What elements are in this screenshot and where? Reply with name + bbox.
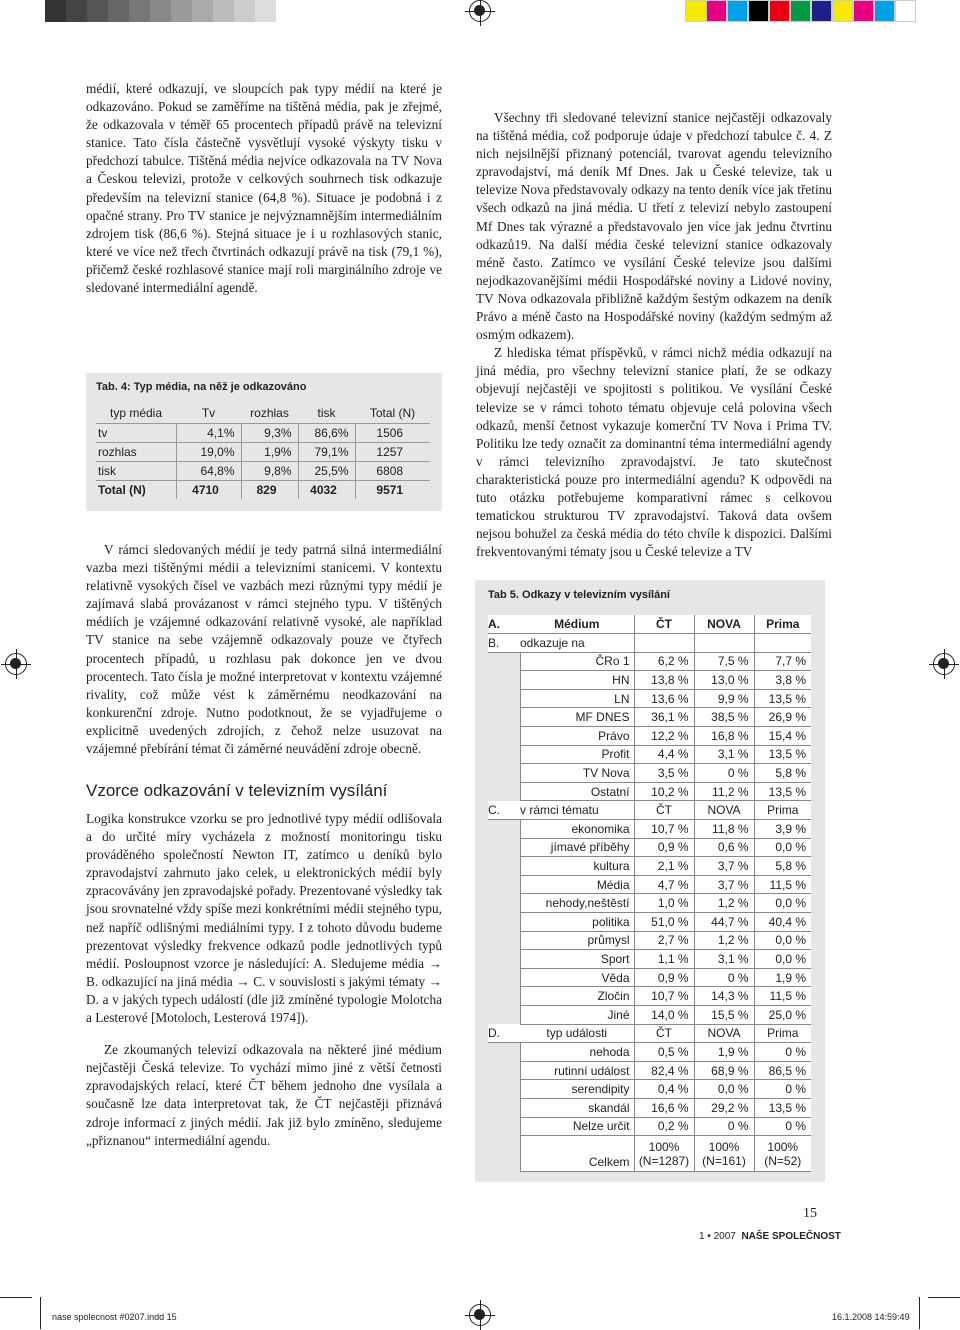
table-cell: 15,4 % — [754, 727, 811, 746]
paragraph: Všechny tři sledované televizní stanice nejčastěji odkazovaly na tištěná média, což podporuje údaje v předchozí tabulce č. 4. Z nich nejsilnější přiznaný potenciál, tvarovat agendu televizního zpravodajství, má deník Mf Dnes. Jak u České televize, tak u televize Nova představovaly odkazy na tento deník více jak třetinu všech odkazů na jiná média. U třetí z televizí nebylo zastoupení Mf Dnes tak výrazné a představovalo jen více jak jednu čtvrtinu odkazů19. Na další média české televizní stanice odkazovaly méně často. Zatímco ve vysílání České televize jsou dalšími nejodkazovanějšími médii Hospodářské noviny a Lidové noviny, TV Nova odkazovala přibližně každým šestým odkazem na deník Právo a méně často na Hospodářské noviny (každým sedmým až osmým odkazem). — [476, 110, 832, 343]
left-column-top — [86, 80, 442, 297]
table-spacer — [488, 671, 520, 690]
table-cell: 1,2 % — [694, 894, 754, 913]
row-label: Sport — [520, 950, 634, 969]
table-cell: 29,2 % — [694, 1098, 754, 1117]
column-header: Prima — [754, 1024, 811, 1043]
paragraph: Logika konstrukce vzorku se pro jednotlivé typy médií odlišovala a do určité míry vycházela z možností monitoringu tisku prováděného společností Newton IT, zatímco u deníků bylo zpravodajství zahrnuto jako celek, u elektronických médií byly zpracovávány jen zpravodajské pořady. Prezentované výsledky tak jsou srovnatelné vždy spíše mezi konkrétními médii stejného typu, než napříč odlišnými mediálními typy. I z tohoto důvodu budeme prezentovat výsledky frekvence odkazů podle jednotlivých typů médií. Posloupnost vzorce je následující: A. Sledujeme média → B. odkazující na jiná média → C. v souvislosti s jakými tématy → D. a v jakých typech událostí (dle již zmíněné typologie Molotcha a Lesterové [Motoloch, Lesterová 1974]). — [86, 811, 442, 1026]
table-row — [488, 745, 811, 764]
table-row — [488, 652, 811, 671]
column-header: typ média — [96, 404, 176, 423]
table-cell: 13,5 % — [754, 689, 811, 708]
section-label: Médium — [520, 615, 634, 634]
table-spacer — [488, 745, 520, 764]
table-cell: 0 % — [694, 968, 754, 987]
color-swatch — [234, 0, 255, 22]
table-cell: 0,0 % — [754, 838, 811, 857]
section-row — [488, 1024, 811, 1043]
row-label: Média — [520, 875, 634, 894]
table-spacer — [488, 820, 520, 839]
registration-target-icon — [469, 0, 491, 22]
table-cell — [754, 634, 811, 653]
table-spacer — [488, 875, 520, 894]
section-label: typ události — [520, 1024, 634, 1043]
table-cell: 3,9 % — [754, 820, 811, 839]
table-cell: 13,8 % — [634, 671, 694, 690]
table-spacer — [488, 931, 520, 950]
left-column-middle — [86, 541, 442, 758]
table-row — [488, 857, 811, 876]
row-label: Celkem — [520, 1136, 634, 1172]
table-row — [488, 671, 811, 690]
table-row — [488, 931, 811, 950]
right-column — [476, 109, 832, 561]
paragraph: Z hlediska témat příspěvků, v rámci nichž média odkazují na jiná média, pro všechny televizní stanice platí, že se odkazy objevují nejčastěji ve spojitosti s politikou. Ve vysílání České televize se v rámci tohoto tématu objevuje celá polovina všech odkazů, menší četnost vykazuje komerční TV Nova i Prima TV. Politiku lze tedy označit za dominantní téma intermediální agendy v rámci televizního zpravodajství. Je tato skutečnost charakteristická pouze pro intermediální agendu? K odpovědi na tuto otázku potřebujeme komparativní rámec s celkovou tematickou strukturou TV zpravodajství. Taková data ovšem nejsou bohužel za česká média do této chvíle k dispozici. Dalšími frekventovanými tématy jsou u České televize a TV — [476, 345, 832, 560]
table-spacer — [488, 1080, 520, 1099]
table-cell: 0,4 % — [634, 1080, 694, 1099]
table-cell: 25,0 % — [754, 1005, 811, 1024]
table-spacer — [488, 1043, 520, 1062]
process-color-bar — [685, 0, 916, 22]
color-swatch — [192, 0, 213, 22]
table-cell: 1,9 % — [754, 968, 811, 987]
table-cell: 11,8 % — [694, 820, 754, 839]
crop-mark — [40, 1297, 41, 1329]
color-swatch — [45, 0, 66, 22]
table-spacer — [488, 894, 520, 913]
crop-mark — [919, 1297, 920, 1329]
total-cell — [694, 1136, 754, 1172]
table-cell: 13,5 % — [754, 782, 811, 801]
row-label: ekonomika — [520, 820, 634, 839]
table-row — [488, 1117, 811, 1136]
color-swatch — [748, 0, 769, 22]
table-5-grid — [488, 615, 811, 1172]
column-header: Tv — [176, 404, 241, 423]
row-label: Věda — [520, 968, 634, 987]
table-spacer — [488, 950, 520, 969]
table-cell: 13,0 % — [694, 671, 754, 690]
table-row — [488, 1005, 811, 1024]
table-cell: 40,4 % — [754, 913, 811, 932]
row-label: ČRo 1 — [520, 652, 634, 671]
table-spacer — [488, 1098, 520, 1117]
row-label: HN — [520, 671, 634, 690]
table-spacer — [488, 1136, 520, 1172]
table-cell: 10,2 % — [634, 782, 694, 801]
table-cell: 1,0 % — [634, 894, 694, 913]
row-label: Nelze určit — [520, 1117, 634, 1136]
table-row — [488, 820, 811, 839]
table-cell: 0,0 % — [694, 1080, 754, 1099]
color-swatch — [769, 0, 790, 22]
table-cell: 5,8 % — [754, 764, 811, 783]
table-spacer — [488, 1005, 520, 1024]
table-cell: 6,2 % — [634, 652, 694, 671]
color-swatch — [706, 0, 727, 22]
table-cell: 13,5 % — [754, 745, 811, 764]
section-letter: D. — [488, 1024, 520, 1043]
total-cell — [754, 1136, 811, 1172]
registration-target-icon — [469, 1304, 491, 1326]
print-slug-file: nase spolecnost #0207.indd 15 — [52, 1312, 177, 1322]
table-cell — [694, 634, 754, 653]
table-row — [488, 1098, 811, 1117]
print-slug-date: 16.1.2008 14:59:49 — [832, 1312, 910, 1322]
journal-title: NAŠE SPOLEČNOST — [741, 1231, 841, 1242]
table-spacer — [488, 838, 520, 857]
row-label: nehody,neštěstí — [520, 894, 634, 913]
table-cell: 0,5 % — [634, 1043, 694, 1062]
table-spacer — [488, 782, 520, 801]
table-cell: 7,7 % — [754, 652, 811, 671]
column-header: Prima — [754, 801, 811, 820]
table-row: rozhlas 19,0% 1,9% 79,1% 1257 — [96, 442, 430, 461]
table-row — [488, 764, 811, 783]
table-row — [488, 782, 811, 801]
row-label: nehoda — [520, 1043, 634, 1062]
color-swatch — [129, 0, 150, 22]
color-swatch — [727, 0, 748, 22]
table-header-row — [488, 615, 811, 634]
table-row — [488, 708, 811, 727]
table-cell: 14,3 % — [694, 987, 754, 1006]
table-row — [488, 950, 811, 969]
table-cell: 10,7 % — [634, 987, 694, 1006]
table-cell: 3,5 % — [634, 764, 694, 783]
total-percent: 100% — [708, 1139, 740, 1154]
table-cell: 16,8 % — [694, 727, 754, 746]
journal-footer — [699, 1231, 841, 1242]
section-label: odkazuje na — [520, 634, 634, 653]
color-swatch — [255, 0, 276, 22]
paragraph: V rámci sledovaných médií je tedy patrná silná intermediální vazba mezi tištěnými médii a televizními stanicemi. V kontextu relativně vysokých čísel ve vazbách mezi různými typy médií je zajímavá slabá provázanost v rámci stejného typu. V tištěných médiích je vzájemné odkazování relativně vysoké, ale například TV stanice na sebe vzájemně odkazovaly pouze ve čtyřech procentech případů, u rozhlasu pak dokonce jen ve dvou procentech. Tato čísla je možné interpretovat v kontextu vzájemné rivality, což může vést k záměrnému neodkazování na konkurenční zdroje. Nutno podotknout, že se vyjadřujeme o explicitně uvedených zdrojích, z čehož nelze usuzovat na vzájemné přebírání témat či záměrné neuvádění zdroje obecně. — [86, 542, 442, 757]
table-row — [488, 689, 811, 708]
table-cell: 11,2 % — [694, 782, 754, 801]
paragraph: médií, které odkazují, ve sloupcích pak typy médií na které je odkazováno. Pokud se zaměříme na tištěná média, pak je zřejmé, že odkazovala v téměř 65 procentech případů právě na televizní stanice. Tato čísla částečně vysvětlují vysoké výskyty tisku v předchozí tabulce. Tištěná média nejvíce odkazovala na TV Nova a Českou televizi, protože v celkových souhrnech tisk odkazuje především na televizní stanice (64,8 %). Situace je podobná i z opačné strany. Pro TV stanice je nejvýznamnějším intermediálním zdrojem tisk (86,6 %). Stejná situace je i u rozhlasových stanic, které ve více než třech čtvrtinách odkazují právě na tisk (79,1 %), přičemž české rozhlasové stanice mají roli marginálního zdroje ve sledované intermediální agendě. — [86, 81, 442, 296]
section-row — [488, 801, 811, 820]
row-label: kultura — [520, 857, 634, 876]
table-spacer — [488, 727, 520, 746]
table-cell: 2,7 % — [634, 931, 694, 950]
color-swatch — [171, 0, 192, 22]
grayscale-color-bar — [45, 0, 276, 22]
page-number: 15 — [803, 1206, 817, 1221]
column-header: ČT — [634, 1024, 694, 1043]
table-cell: 13,5 % — [754, 1098, 811, 1117]
row-label: rutinní událost — [520, 1061, 634, 1080]
table-cell: 3,7 % — [694, 857, 754, 876]
left-column-bottom — [86, 810, 442, 1150]
color-swatch — [874, 0, 895, 22]
crop-mark — [0, 1297, 32, 1298]
table-cell: 3,1 % — [694, 745, 754, 764]
table-cell: 0,9 % — [634, 968, 694, 987]
color-swatch — [87, 0, 108, 22]
table-cell: 38,5 % — [694, 708, 754, 727]
table-spacer — [488, 1117, 520, 1136]
column-header: Total (N) — [355, 404, 430, 423]
total-cell — [634, 1136, 694, 1172]
color-swatch — [150, 0, 171, 22]
table-cell: 44,7 % — [694, 913, 754, 932]
table-caption: Tab. 4: Typ média, na něž je odkazováno — [96, 381, 307, 393]
table-4-grid — [96, 404, 430, 499]
table-cell: 4,7 % — [634, 875, 694, 894]
table-spacer — [488, 913, 520, 932]
table-cell: 13,6 % — [634, 689, 694, 708]
section-letter: B. — [488, 634, 520, 653]
column-header: ČT — [634, 801, 694, 820]
table-spacer — [488, 689, 520, 708]
total-n: (N=161) — [702, 1153, 746, 1168]
table-total-row: Total (N) 4710 829 4032 9571 — [96, 480, 430, 499]
table-row — [488, 987, 811, 1006]
table-cell: 12,2 % — [634, 727, 694, 746]
table-cell: 9,9 % — [694, 689, 754, 708]
total-percent: 100% — [648, 1139, 680, 1154]
table-cell: 0,9 % — [634, 838, 694, 857]
row-label: Ostatní — [520, 782, 634, 801]
row-label: jímavé příběhy — [520, 838, 634, 857]
table-spacer — [488, 708, 520, 727]
color-swatch — [66, 0, 87, 22]
column-header: Prima — [754, 615, 811, 634]
table-spacer — [488, 652, 520, 671]
table-spacer — [488, 1061, 520, 1080]
table-cell: 7,5 % — [694, 652, 754, 671]
table-cell: 15,5 % — [694, 1005, 754, 1024]
column-header: rozhlas — [241, 404, 298, 423]
table-5 — [475, 580, 825, 1182]
registration-target-icon — [933, 653, 955, 675]
table-spacer — [488, 764, 520, 783]
row-label: LN — [520, 689, 634, 708]
table-row — [488, 727, 811, 746]
row-label: Jiné — [520, 1005, 634, 1024]
color-swatch — [108, 0, 129, 22]
table-row — [488, 894, 811, 913]
table-cell: 3,1 % — [694, 950, 754, 969]
table-cell: 51,0 % — [634, 913, 694, 932]
table-row — [488, 968, 811, 987]
row-label: Profit — [520, 745, 634, 764]
table-row — [488, 1043, 811, 1062]
row-label: skandál — [520, 1098, 634, 1117]
issue-number: 1 • 2007 — [699, 1231, 736, 1242]
table-cell: 82,4 % — [634, 1061, 694, 1080]
crop-mark — [928, 1297, 960, 1298]
table-spacer — [488, 987, 520, 1006]
color-swatch — [853, 0, 874, 22]
column-header: NOVA — [694, 615, 754, 634]
table-row — [488, 913, 811, 932]
table-cell: 0,2 % — [634, 1117, 694, 1136]
table-cell: 3,7 % — [694, 875, 754, 894]
total-n: (N=1287) — [638, 1153, 690, 1168]
table-cell: 10,7 % — [634, 820, 694, 839]
table-cell: 11,5 % — [754, 987, 811, 1006]
table-cell: 4,4 % — [634, 745, 694, 764]
table-cell: 0 % — [754, 1117, 811, 1136]
color-swatch — [213, 0, 234, 22]
table-row — [488, 838, 811, 857]
table-row — [488, 1080, 811, 1099]
table-cell: 0 % — [754, 1043, 811, 1062]
table-cell: 1,2 % — [694, 931, 754, 950]
table-cell: 0,6 % — [694, 838, 754, 857]
table-cell: 86,5 % — [754, 1061, 811, 1080]
section-label: v rámci tématu — [520, 801, 634, 820]
table-cell: 26,9 % — [754, 708, 811, 727]
table-cell: 0,0 % — [754, 950, 811, 969]
table-cell: 0,0 % — [754, 931, 811, 950]
table-cell: 0,0 % — [754, 894, 811, 913]
table-row: tv 4,1% 9,3% 86,6% 1506 — [96, 423, 430, 442]
table-cell: 11,5 % — [754, 875, 811, 894]
row-label: MF DNES — [520, 708, 634, 727]
table-cell: 0 % — [694, 1117, 754, 1136]
table-cell: 0 % — [754, 1080, 811, 1099]
table-row: tisk 64,8% 9,8% 25,5% 6808 — [96, 461, 430, 480]
row-label: Zločin — [520, 987, 634, 1006]
total-n: (N=52) — [764, 1153, 802, 1168]
section-heading: Vzorce odkazování v televizním vysílání — [86, 781, 388, 800]
table-row — [488, 1061, 811, 1080]
row-label: Právo — [520, 727, 634, 746]
table-cell: 1,1 % — [634, 950, 694, 969]
table-caption: Tab 5. Odkazy v televizním vysílání — [488, 589, 670, 601]
total-percent: 100% — [767, 1139, 799, 1154]
column-header: ČT — [634, 615, 694, 634]
table-spacer — [488, 857, 520, 876]
table-cell: 1,9 % — [694, 1043, 754, 1062]
table-cell: 14,0 % — [634, 1005, 694, 1024]
section-row — [488, 634, 811, 653]
table-cell: 2,1 % — [634, 857, 694, 876]
table-cell — [634, 634, 694, 653]
row-label: politika — [520, 913, 634, 932]
color-swatch — [895, 0, 916, 22]
row-label: průmysl — [520, 931, 634, 950]
column-header: tisk — [298, 404, 355, 423]
section-letter: A. — [488, 615, 520, 634]
table-cell: 16,6 % — [634, 1098, 694, 1117]
color-swatch — [811, 0, 832, 22]
table-4 — [86, 373, 442, 511]
color-swatch — [832, 0, 853, 22]
table-cell: 5,8 % — [754, 857, 811, 876]
color-swatch — [790, 0, 811, 22]
table-row — [488, 875, 811, 894]
column-header: NOVA — [694, 1024, 754, 1043]
table-spacer — [488, 968, 520, 987]
color-swatch — [685, 0, 706, 22]
registration-target-icon — [5, 653, 27, 675]
table-cell: 0 % — [694, 764, 754, 783]
column-header: NOVA — [694, 801, 754, 820]
table-cell: 68,9 % — [694, 1061, 754, 1080]
section-letter: C. — [488, 801, 520, 820]
row-label: TV Nova — [520, 764, 634, 783]
paragraph: Ze zkoumaných televizí odkazovala na některé jiné médium nejčastěji Česká televize. To vychází mimo jiné z větší četnosti zpravodajských relací, které ČT během jednoho dne vysílala a současně lze data interpretovat tak, že ČT nejčastěji přiznává zdroje informací z jiných médií. Jak již bylo zmíněno, sledujeme „přiznanou“ intermediální agendu. — [86, 1042, 442, 1148]
table-total-row — [488, 1136, 811, 1172]
table-cell: 3,8 % — [754, 671, 811, 690]
row-label: serendipity — [520, 1080, 634, 1099]
table-cell: 36,1 % — [634, 708, 694, 727]
